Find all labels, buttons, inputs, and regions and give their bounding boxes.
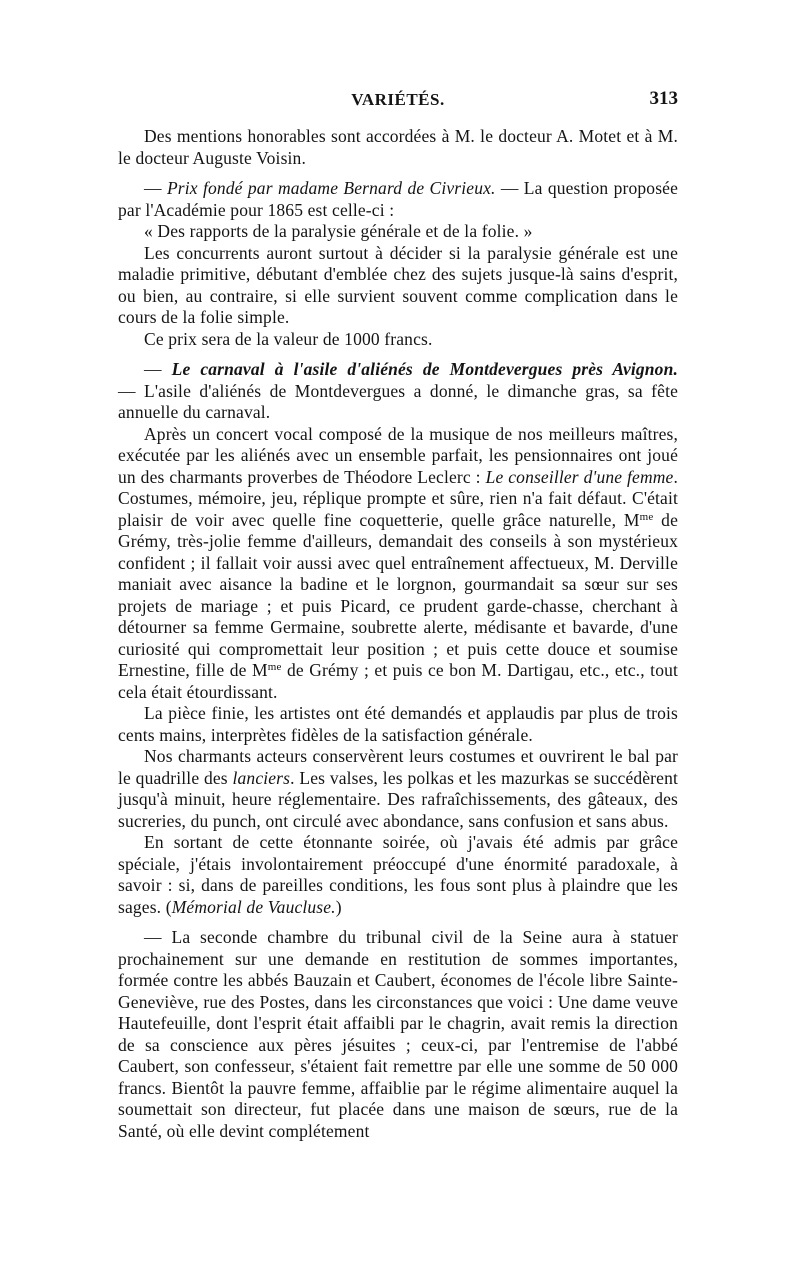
paragraph-prix-heading <box>118 178 678 221</box>
paragraph-carnaval-intro <box>118 381 678 424</box>
carnaval-dash: — <box>144 359 172 379</box>
paragraph-carnaval-4 <box>118 832 678 918</box>
carnaval-intro: — L'asile d'aliénés de Montdevergues a donné, le dimanche gras, sa fête annuelle du carnaval. <box>118 380 678 422</box>
carnaval-p1-a: Après un concert vocal composé de la musique de nos meilleurs maîtres, exécutée par les aliénés avec un ensemble parfait, les pensionnaires ont joué un des charmants proverbes de Théodore Leclerc : <box>118 423 678 487</box>
carnaval-p1-sup1: me <box>639 510 654 523</box>
paragraph-carnaval-2 <box>118 703 678 746</box>
carnaval-p4-b: ) <box>335 896 342 917</box>
paragraph-carnaval-heading <box>118 359 678 381</box>
carnaval-p2: La pièce finie, les artistes ont été demandés et applaudis par plus de trois cents mains, interprètes fidèles de la satisfaction générale. <box>118 703 678 745</box>
carnaval-p3-b: . Les valses, les polkas et les mazurkas se succédèrent jusqu'à minuit, heure réglementaire. Des rafraîchissements, des gâteaux, des sucreries, du punch, ont circulé avec abondance, sans confusion et sans abus. <box>118 767 678 831</box>
prix-dash: — <box>144 178 167 198</box>
carnaval-p1-d: de Grémy ; et puis ce bon M. Dartigau, etc., etc., tout cela était étourdissant. <box>118 660 679 702</box>
running-title: VARIÉTÉS. <box>351 90 445 109</box>
page-body <box>118 126 678 1142</box>
carnaval-p4-a: En sortant de cette étonnante soirée, où j'avais été admis par grâce spéciale, j'étais involontairement préoccupé d'une énormité paradoxale, à savoir : si, dans de pareilles conditions, les fous sont plus à plaindre que les sages. ( <box>118 832 678 917</box>
carnaval-p3-a: Nos charmants acteurs conservèrent leurs costumes et ouvrirent le bal par le quadrille des <box>118 746 678 788</box>
paragraph-carnaval-1 <box>118 424 678 704</box>
page-header <box>118 90 678 120</box>
prix-intro: — La question proposée par l'Académie pour 1865 est celle-ci : <box>118 178 678 220</box>
paragraph-prix-concurrents <box>118 243 678 329</box>
carnaval-p1-c: de Grémy, très-jolie femme d'ailleurs, demandait des conseils à son mystérieux confident ; il fallait voir aussi avec quel entraînement affectueux, M. Derville maniait avec aisance la badine et le lorgnon, gourmandait sa sœur sur ses projets de mariage ; et puis Picard, ce prudent garde-chasse, cherchant à détourner sa femme Germaine, soubrette alerte, médisante et bavarde, d'une curiosité qui compromettait leur position ; et puis cette douce et soumise Ernestine, fille de M <box>118 509 679 680</box>
mentions-text: Des mentions honorables sont accordées à M. le docteur A. Motet et à M. le docteur Auguste Voisin. <box>118 126 678 168</box>
prix-valeur: Ce prix sera de la valeur de 1000 francs. <box>144 328 433 349</box>
carnaval-p1-b: . Costumes, mémoire, jeu, réplique prompte et sûre, rien n'a fait défaut. C'était plaisir de voir avec quelle fine coquetterie, quelle grâce naturelle, M <box>118 466 678 530</box>
carnaval-lanciers: lanciers <box>232 767 291 788</box>
prix-question: « Des rapports de la paralysie générale et de la folie. » <box>144 221 533 241</box>
carnaval-p1-sup2: me <box>267 661 282 673</box>
paragraph-carnaval-3 <box>118 746 678 832</box>
paragraph-mentions <box>118 126 678 169</box>
page-number: 313 <box>649 88 678 109</box>
prix-title: Prix fondé par madame Bernard de Civrieux. <box>166 178 496 198</box>
carnaval-title: Le carnaval à l'asile d'aliénés de Montdevergues près Avignon. <box>171 359 678 379</box>
carnaval-source: Mémorial de Vaucluse. <box>171 896 336 917</box>
carnaval-play-title: Le conseiller d'une femme <box>485 466 674 487</box>
paragraph-prix-valeur <box>118 329 678 351</box>
prix-concurrents: Les concurrents auront surtout à décider si la paralysie générale est une maladie primitive, débutant d'emblée chez des sujets jusque-là sains d'esprit, ou bien, au contraire, si elle survient souvent comme complication dans le cours de la folie simple. <box>118 242 678 327</box>
chambre-text: — La seconde chambre du tribunal civil de la Seine aura à statuer prochainement sur une demande en restitution de sommes importantes, formée contre les abbés Bauzain et Caubert, économes de l'école libre Sainte-Geneviève, rue des Postes, dans les circonstances que voici : Une dame veuve Hautefeuille, dont l'esprit était affaibli par le chagrin, avait remis la direction de sa conscience aux pères jésuites ; ceux-ci, par l'entremise de l'abbé Caubert, son confesseur, s'étaient fait remettre par elle une somme de 50 000 francs. Bientôt la pauvre femme, affaiblie par le régime alimentaire auquel la soumettait son directeur, fut placée dans une maison de sœurs, rue de la Santé, où elle devint complétement <box>118 927 678 1141</box>
paragraph-prix-question <box>118 221 678 243</box>
paragraph-chambre <box>118 927 678 1142</box>
